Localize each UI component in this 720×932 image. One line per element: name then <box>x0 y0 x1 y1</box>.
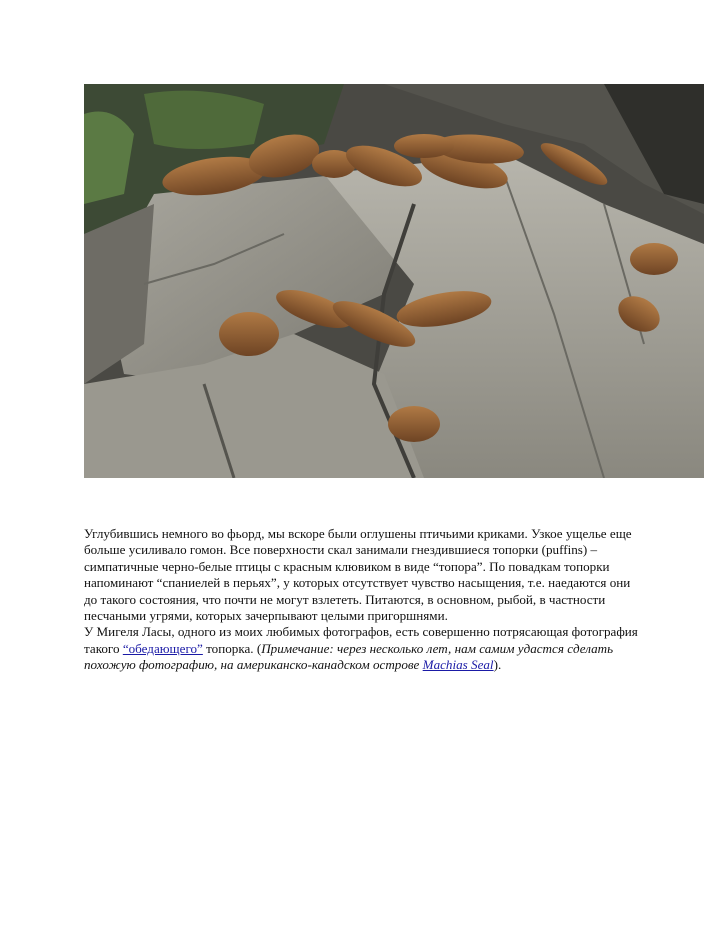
paragraph-text: топорка. ( <box>202 640 262 656</box>
note-text: Примечание: через несколько лет, нам самим удастся сделать похожую фотографию, на американско-канадском острове <box>84 640 614 673</box>
paragraph-puffins: Углубившись немного во фьорд, мы вскоре были оглушены птичьими криками. Узкое ущелье еще больше усиливало гомон. Все поверхности скал занимали гнездившиеся топорки (puffins) – симпатичные черно-белые птицы с красным клювиком в виде “топора”. По повадкам топорки напоминают “спаниелей в перьях”, у которых отсутствует чувство насыщения, т.е. наедаются они до такого состояния, что почти не могут взлететь. Питаются, в основном, рыбой, в частности песчаными угрями, которых зачерпывают целыми пригоршнями. <box>84 526 632 624</box>
machias-seal-link[interactable]: Machias Seal <box>422 657 494 673</box>
dining-puffin-link[interactable]: “обедающего” <box>122 640 203 656</box>
article-text <box>84 526 644 674</box>
paragraph-end: ). <box>493 657 502 673</box>
paragraph-photographer <box>84 624 644 673</box>
paragraph-text: У Мигеля Ласы, одного из моих любимых фотографов, есть совершенно потрясающая фотография такого <box>84 624 638 656</box>
sea-lion-photo <box>84 84 704 478</box>
